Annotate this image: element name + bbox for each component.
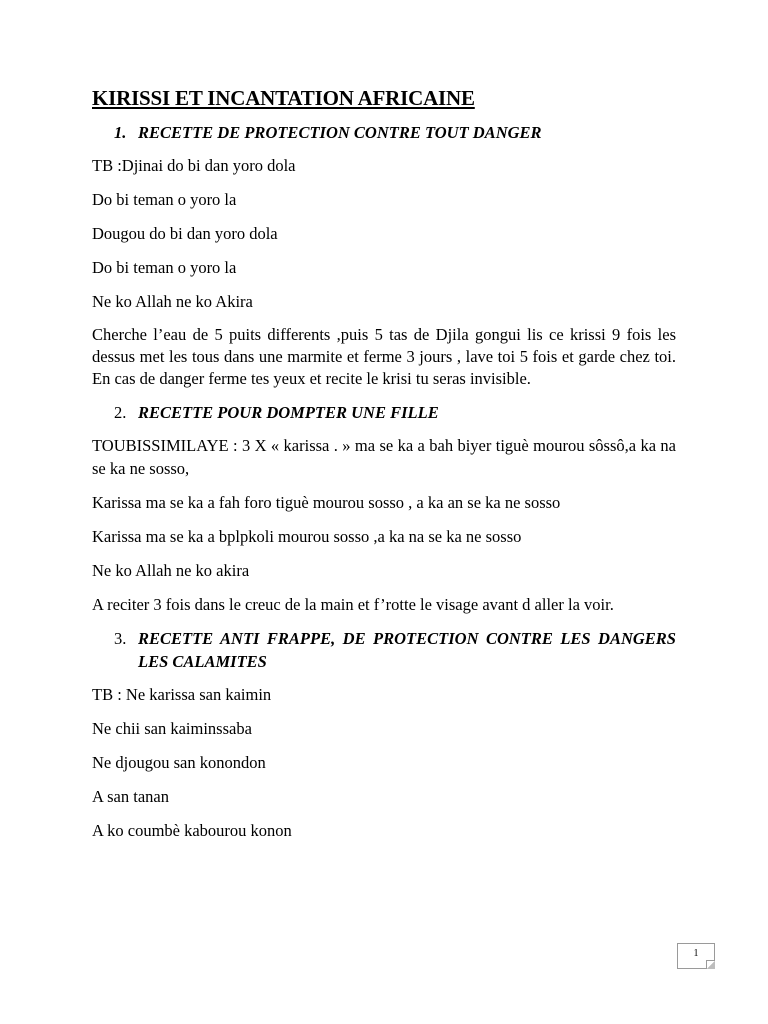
document-title: KIRISSI ET INCANTATION AFRICAINE [92,86,475,110]
section-3-number: 3. [114,629,127,648]
section-3-line-2: Ne chii san kaiminssaba [92,719,252,738]
section-3-line-3: Ne djougou san konondon [92,753,266,772]
section-2-line-1: Karissa ma se ka a fah foro tiguè mourou sosso , a ka an se ka ne sosso [92,493,561,512]
page-number: 1 [693,948,699,959]
section-3-line-1: TB : Ne karissa san kaimin [92,685,272,704]
section-2-line-3: Ne ko Allah ne ko akira [92,561,250,580]
section-3-line-4: A san tanan [92,787,169,806]
section-1-heading [92,121,676,144]
page-fold-icon [706,960,715,969]
section-2-title: RECETTE POUR DOMPTER UNE FILLE [138,403,439,422]
document-page [92,84,676,853]
section-2-heading [92,401,676,424]
section-1-title: RECETTE DE PROTECTION CONTRE TOUT DANGER [138,123,542,142]
section-1-instructions: Cherche l’eau de 5 puits differents ,puis 5 tas de Djila gongui lis ce krissi 9 fois les dessus met les tous dans une marmite et ferme 3 jours , lave toi 5 fois et garde chez toi. En cas de danger ferme tes yeux et recite le krisi tu seras invisible. [92,325,676,388]
section-1-line-3: Dougou do bi dan yoro dola [92,224,278,243]
section-1-line-2: Do bi teman o yoro la [92,190,237,209]
section-2-number: 2. [114,403,127,422]
section-2-first-line: TOUBISSIMILAYE : 3 X « karissa . » ma se ka a bah biyer tiguè mourou sôssô,a ka na se ka ne sosso, [92,436,676,478]
section-1-line-1: TB :Djinai do bi dan yoro dola [92,156,296,175]
section-3-heading [92,627,676,673]
section-3-title: RECETTE ANTI FRAPPE, DE PROTECTION CONTRE LES DANGERS LES CALAMITES [138,629,676,671]
section-1-line-5: Ne ko Allah ne ko Akira [92,292,253,311]
section-1-number: 1. [114,123,127,142]
section-2-line-2: Karissa ma se ka a bplpkoli mourou sosso ,a ka na se ka ne sosso [92,527,522,546]
page-number-box [677,943,715,969]
section-3-line-5: A ko coumbè kabourou konon [92,821,292,840]
section-2-instructions: A reciter 3 fois dans le creuc de la main et f’rotte le visage avant d aller la voir. [92,595,614,614]
section-1-line-4: Do bi teman o yoro la [92,258,237,277]
